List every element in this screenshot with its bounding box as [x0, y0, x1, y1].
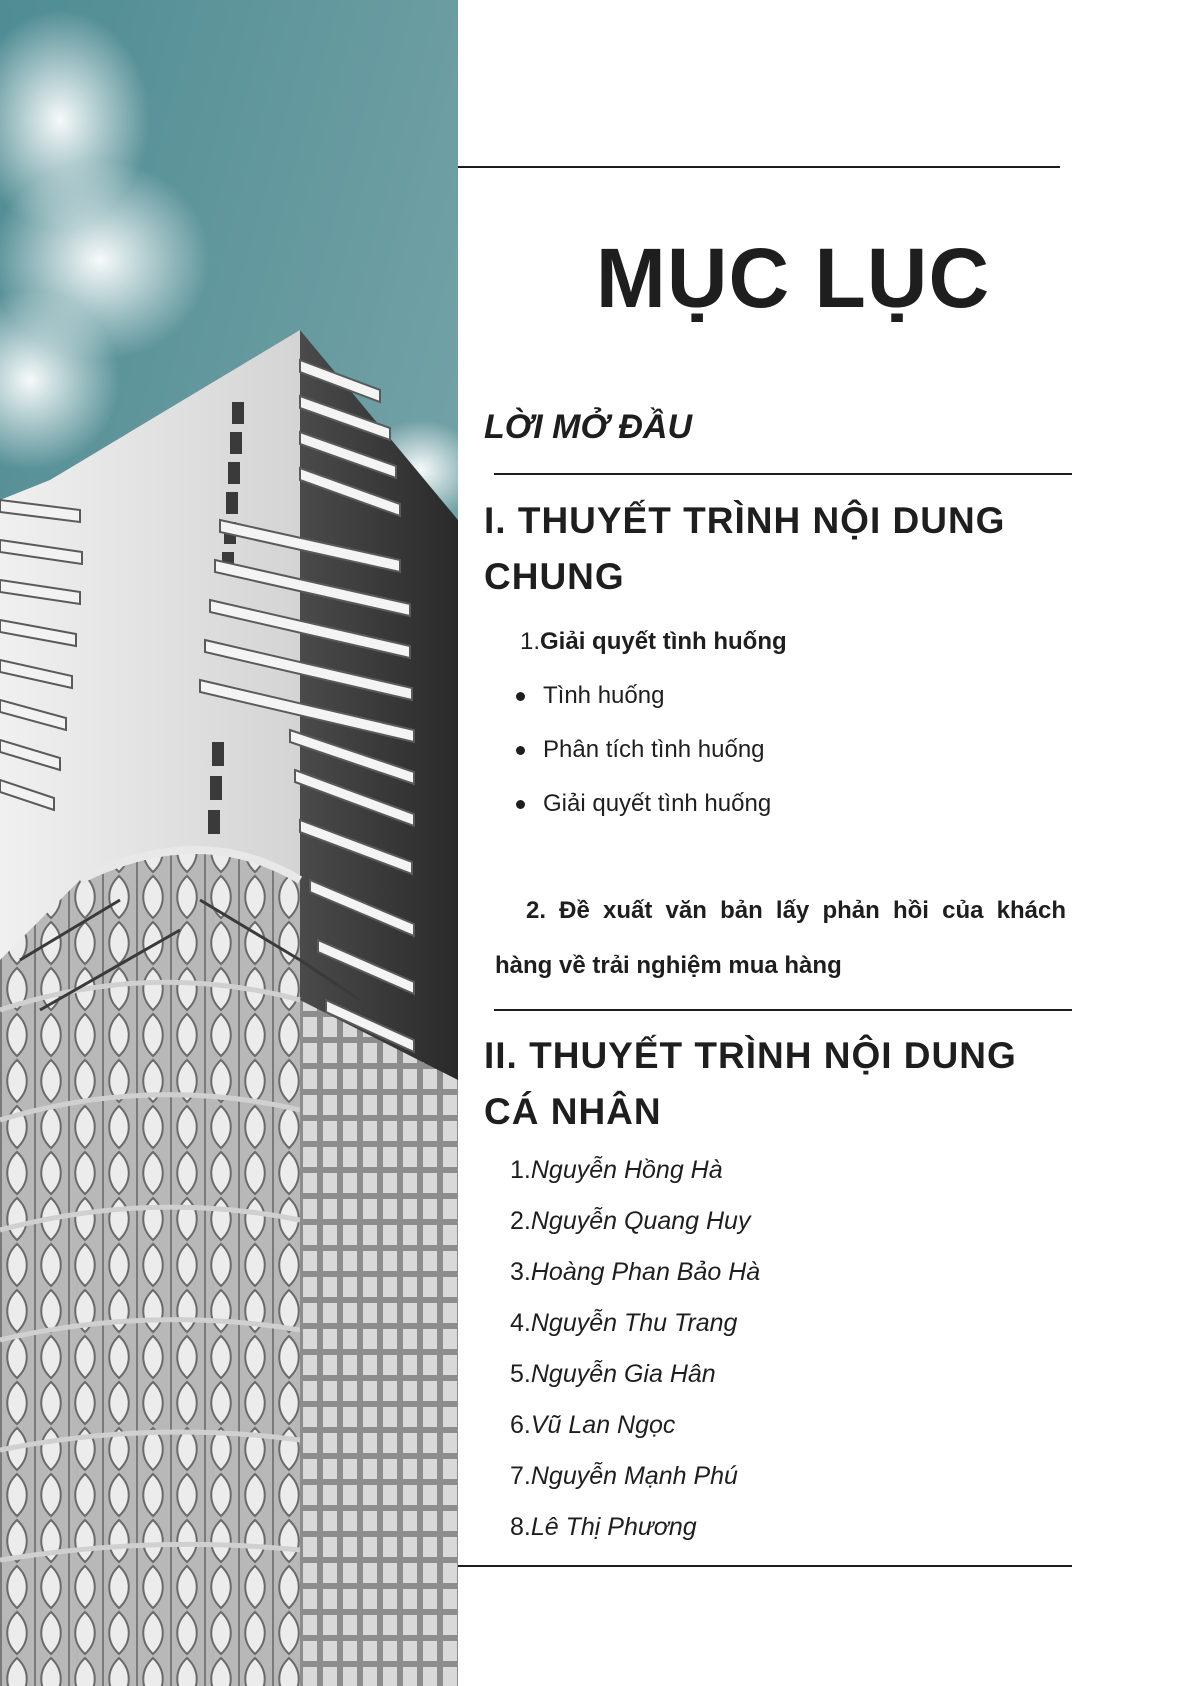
section-1-heading-line1: I. THUYẾT TRÌNH NỘI DUNG	[484, 500, 1006, 541]
subsection-1	[520, 627, 787, 657]
bullet-dot-3	[516, 800, 525, 809]
section-2-heading	[484, 1028, 1084, 1140]
bullet-item-1: Tình huống	[543, 682, 665, 709]
bullet-dot-2	[516, 746, 525, 755]
member-item: 7.Nguyễn Mạnh Phú	[510, 1462, 738, 1490]
bullet-dot-1	[516, 692, 525, 701]
member-item: 4.Nguyễn Thu Trang	[510, 1309, 738, 1337]
member-item: 6.Vũ Lan Ngọc	[510, 1411, 676, 1439]
top-divider	[458, 166, 1060, 168]
subsection-2-line2: hàng về trải nghiệm mua hàng	[495, 952, 842, 979]
preface-heading: LỜI MỞ ĐẦU	[484, 408, 693, 446]
member-item: 1.Nguyễn Hồng Hà	[510, 1156, 723, 1184]
section-2-heading-line1: II. THUYẾT TRÌNH NỘI DUNG	[484, 1035, 1017, 1076]
member-item: 3.Hoàng Phan Bảo Hà	[510, 1258, 761, 1286]
page-title: MỤC LỤC	[595, 231, 991, 325]
section-1-heading-line2: CHUNG	[484, 556, 625, 597]
bullet-item-2: Phân tích tình huống	[543, 736, 765, 763]
divider-preface	[494, 473, 1072, 475]
section-1-heading	[484, 493, 1084, 605]
member-item: 2.Nguyễn Quang Huy	[510, 1207, 751, 1235]
subsection-1-number: 1.	[520, 628, 541, 655]
section-2-heading-line2: CÁ NHÂN	[484, 1091, 662, 1132]
bottom-divider	[458, 1565, 1072, 1567]
building-photo	[0, 0, 458, 1686]
bullet-item-3: Giải quyết tình huống	[543, 790, 772, 817]
subsection-2-line1: 2. Đề xuất văn bản lấy phản hồi của khách	[526, 897, 1066, 924]
page-margin	[1176, 0, 1192, 1686]
member-item: 5.Nguyễn Gia Hân	[510, 1360, 716, 1388]
member-item: 8.Lê Thị Phương	[510, 1513, 697, 1541]
subsection-1-label: Giải quyết tình huống	[540, 628, 787, 655]
divider-section-1	[494, 1009, 1072, 1011]
